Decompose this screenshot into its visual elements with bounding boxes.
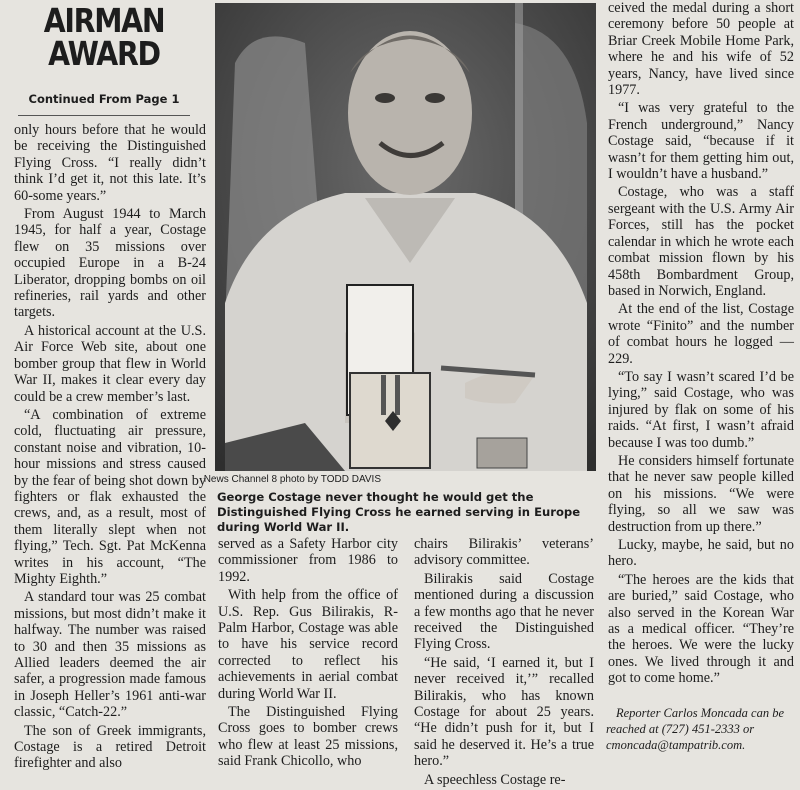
paragraph: From August 1944 to March 1945, for half a year, Costage flew on 35 missions over occupied Europe in a B-24 Liberator, dropping bombs on oil refineries, rail yards and other targets. xyxy=(14,206,206,321)
paragraph: “He said, ‘I earned it, but I never received it,’” recalled Bilirakis, who has known Costage for about 25 years. “He didn’t push for it, but I said he deserved it. He’s a true hero.” xyxy=(414,654,594,770)
article-column-3 xyxy=(414,536,594,790)
continued-from-label: Continued From Page 1 xyxy=(28,92,180,106)
paragraph: Lucky, maybe, he said, but no hero. xyxy=(608,537,794,570)
paragraph: The son of Greek immigrants, Costage is a retired Detroit firefighter and also xyxy=(14,722,206,772)
paragraph: Bilirakis said Costage mentioned during a discussion a few months ago that he never received the Distinguished Flying Cross. xyxy=(414,570,594,653)
paragraph: “To say I wasn’t scared I’d be lying,” said Costage, who was injured by flak on some of his raids. “At first, I wasn’t afraid because I was too dumb.” xyxy=(608,368,794,451)
news-photo xyxy=(215,3,596,471)
paragraph: With help from the office of U.S. Rep. Gus Bilirakis, R-Palm Harbor, Costage was able to have his service record corrected to reflect his achievements in aerial combat during World War II. xyxy=(218,587,398,702)
paragraph: chairs Bilirakis’ veterans’ advisory committee. xyxy=(414,536,594,569)
paragraph: A speechless Costage re- xyxy=(424,771,566,788)
paragraph: served as a Safety Harbor city commissioner from 1986 to 1992. xyxy=(218,536,398,585)
article-column-2 xyxy=(218,536,398,772)
photo-block xyxy=(215,3,596,471)
reporter-contact: Reporter Carlos Moncada can be reached at (727) 451-2333 or cmoncada@tampatrib.com. xyxy=(606,706,785,752)
photo-credit: News Channel 8 photo by TODD DAVIS xyxy=(203,474,381,485)
headline-rule xyxy=(18,115,190,116)
headline xyxy=(27,1,182,73)
paragraph: Costage, who was a staff sergeant with the U.S. Army Air Forces, still has the pocket calendar in which he wrote each combat mission flown by his 458th Bombardment Group, based in Norwich, England. xyxy=(608,184,794,299)
photo-caption: George Costage never thought he would get the Distinguished Flying Cross he earned serving in Europe during World War II. xyxy=(217,490,581,534)
paragraph: The Distinguished Flying Cross goes to bomber crews who flew at least 25 missions, said Frank Chicollo, who xyxy=(218,704,398,770)
headline-line-1: AIRMAN xyxy=(43,1,165,40)
photo-illustration xyxy=(215,3,596,471)
paragraph: only hours before that he would be receiving the Distinguished Flying Cross. “I really didn’t think I’d get it, not this late. It’s 60-some years.” xyxy=(14,122,206,204)
paragraph: ceived the medal during a short ceremony before 50 people at Briar Creek Mobile Home Park, where he and his wife of 52 years, Nancy, have lived since 1977. xyxy=(608,0,794,99)
paragraph: “I was very grateful to the French underground,” Nancy Costage said, “because if it wasn’t for them getting him out, I wouldn’t have a husband.” xyxy=(608,100,794,183)
article-column-1 xyxy=(14,122,206,774)
paragraph: A standard tour was 25 combat missions, but most didn’t make it halfway. The number was raised to 30 and then 35 missions as Allied leaders deemed the air safer, a progression made famous in Joseph Heller’s 1961 anti-war classic, “Catch-22.” xyxy=(14,589,206,721)
paragraph: “The heroes are the kids that are buried,” said Costage, who also served in the Korean War as a medical officer. “They’re the heroes. We were the lucky ones. We lived through it and got to come home.” xyxy=(608,571,794,687)
headline-line-2: AWARD xyxy=(48,34,160,73)
paragraph: A historical account at the U.S. Air Force Web site, about one bomber group that flew in World War II, makes it clear every day could be a crew member’s last. xyxy=(14,322,206,405)
paragraph: He considers himself fortunate that he never saw people killed on his missions. “We were flying, so all we saw was destruction from up there.” xyxy=(608,452,794,535)
paragraph: “A combination of extreme cold, fluctuating air pressure, constant noise and vibration, 10-hour missions and stress caused by the fear of being shot down by fighters or flak exhausted the crews, and, as a result, most of them literally slept when not flying,” Tech. Sgt. Pat McKenna writes in his account, “The Mighty Eighth.” xyxy=(14,406,206,587)
paragraph: At the end of the list, Costage wrote “Finito” and the number of combat hours he logged — 229. xyxy=(608,301,794,367)
article-column-4 xyxy=(608,0,794,689)
